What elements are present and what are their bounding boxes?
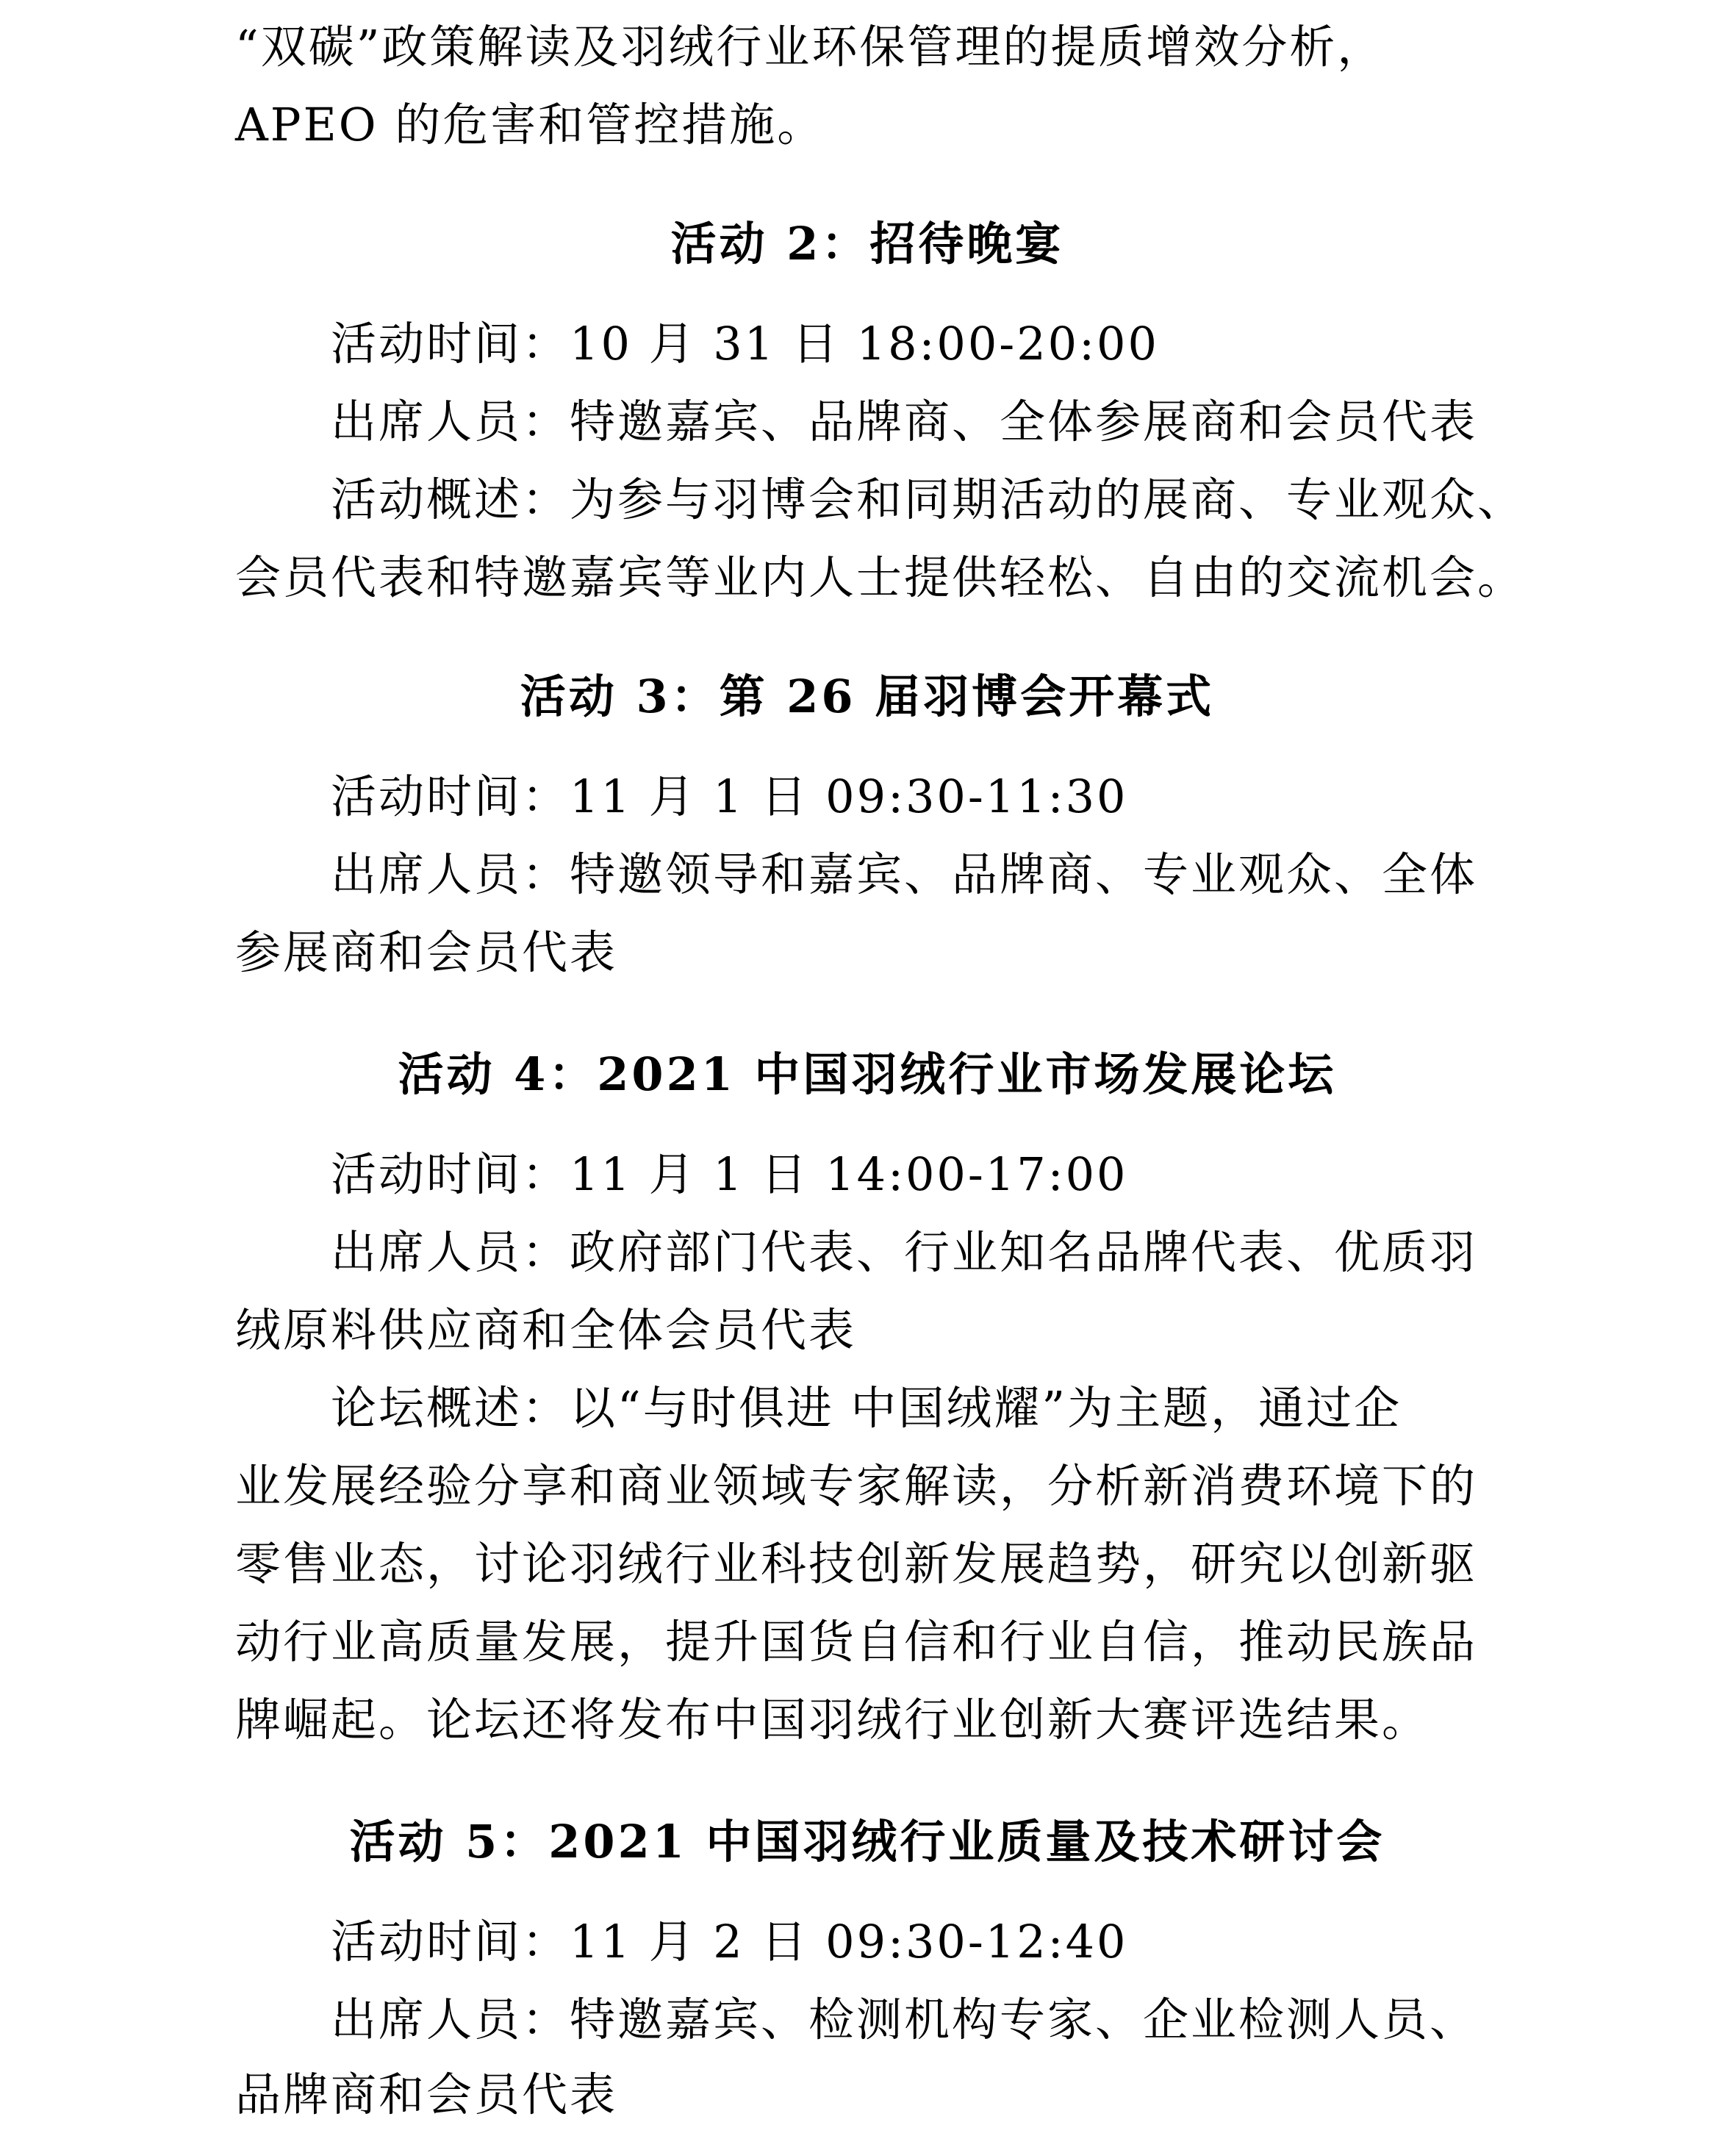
activity-4-summary-line-5: 牌崛起。论坛还将发布中国羽绒行业创新大赛评选结果。 bbox=[235, 1693, 1430, 1746]
activity-5-time: 活动时间：11 月 2 日 09:30-12:40 bbox=[331, 1915, 1128, 1968]
activity-4-summary-line-3: 零售业态，讨论羽绒行业科技创新发展趋势，研究以创新驱 bbox=[235, 1537, 1478, 1591]
activity-5-heading: 活动 5：2021 中国羽绒行业质量及技术研讨会 bbox=[349, 1815, 1385, 1868]
intro-line-2: APEO 的危害和管控措施。 bbox=[235, 98, 825, 151]
activity-4-heading: 活动 4：2021 中国羽绒行业市场发展论坛 bbox=[398, 1047, 1337, 1101]
activity-5-attendees-line-1: 出席人员：特邀嘉宾、检测机构专家、企业检测人员、 bbox=[331, 1993, 1478, 2046]
activity-4-time: 活动时间：11 月 1 日 14:00-17:00 bbox=[331, 1147, 1128, 1201]
activity-4-summary-line-4: 动行业高质量发展，提升国货自信和行业自信，推动民族品 bbox=[235, 1615, 1478, 1669]
activity-4-summary-line-2: 业发展经验分享和商业领域专家解读，分析新消费环境下的 bbox=[235, 1459, 1478, 1513]
activity-2-time: 活动时间：10 月 31 日 18:00-20:00 bbox=[331, 317, 1159, 370]
activity-3-time: 活动时间：11 月 1 日 09:30-11:30 bbox=[331, 770, 1128, 823]
activity-4-attendees-line-1: 出席人员：政府部门代表、行业知名品牌代表、优质羽 bbox=[331, 1225, 1478, 1279]
activity-3-attendees-line-2: 参展商和会员代表 bbox=[235, 925, 618, 979]
intro-line-1: “双碳”政策解读及羽绒行业环保管理的提质增效分析， bbox=[235, 20, 1385, 74]
activity-2-heading: 活动 2：招待晚宴 bbox=[670, 217, 1064, 270]
activity-2-summary-line-1: 活动概述：为参与羽博会和同期活动的展商、专业观众、 bbox=[331, 473, 1526, 526]
activity-2-attendees: 出席人员：特邀嘉宾、品牌商、全体参展商和会员代表 bbox=[331, 395, 1478, 448]
activity-2-summary-line-2: 会员代表和特邀嘉宾等业内人士提供轻松、自由的交流机会。 bbox=[235, 551, 1526, 604]
activity-4-summary-line-1: 论坛概述：以“与时俱进 中国绒耀”为主题，通过企 bbox=[331, 1381, 1402, 1435]
activity-3-attendees-line-1: 出席人员：特邀领导和嘉宾、品牌商、专业观众、全体 bbox=[331, 847, 1478, 901]
activity-4-attendees-line-2: 绒原料供应商和全体会员代表 bbox=[235, 1303, 857, 1357]
activity-5-attendees-line-2: 品牌商和会员代表 bbox=[235, 2068, 618, 2121]
activity-3-heading: 活动 3：第 26 届羽博会开幕式 bbox=[520, 670, 1215, 723]
